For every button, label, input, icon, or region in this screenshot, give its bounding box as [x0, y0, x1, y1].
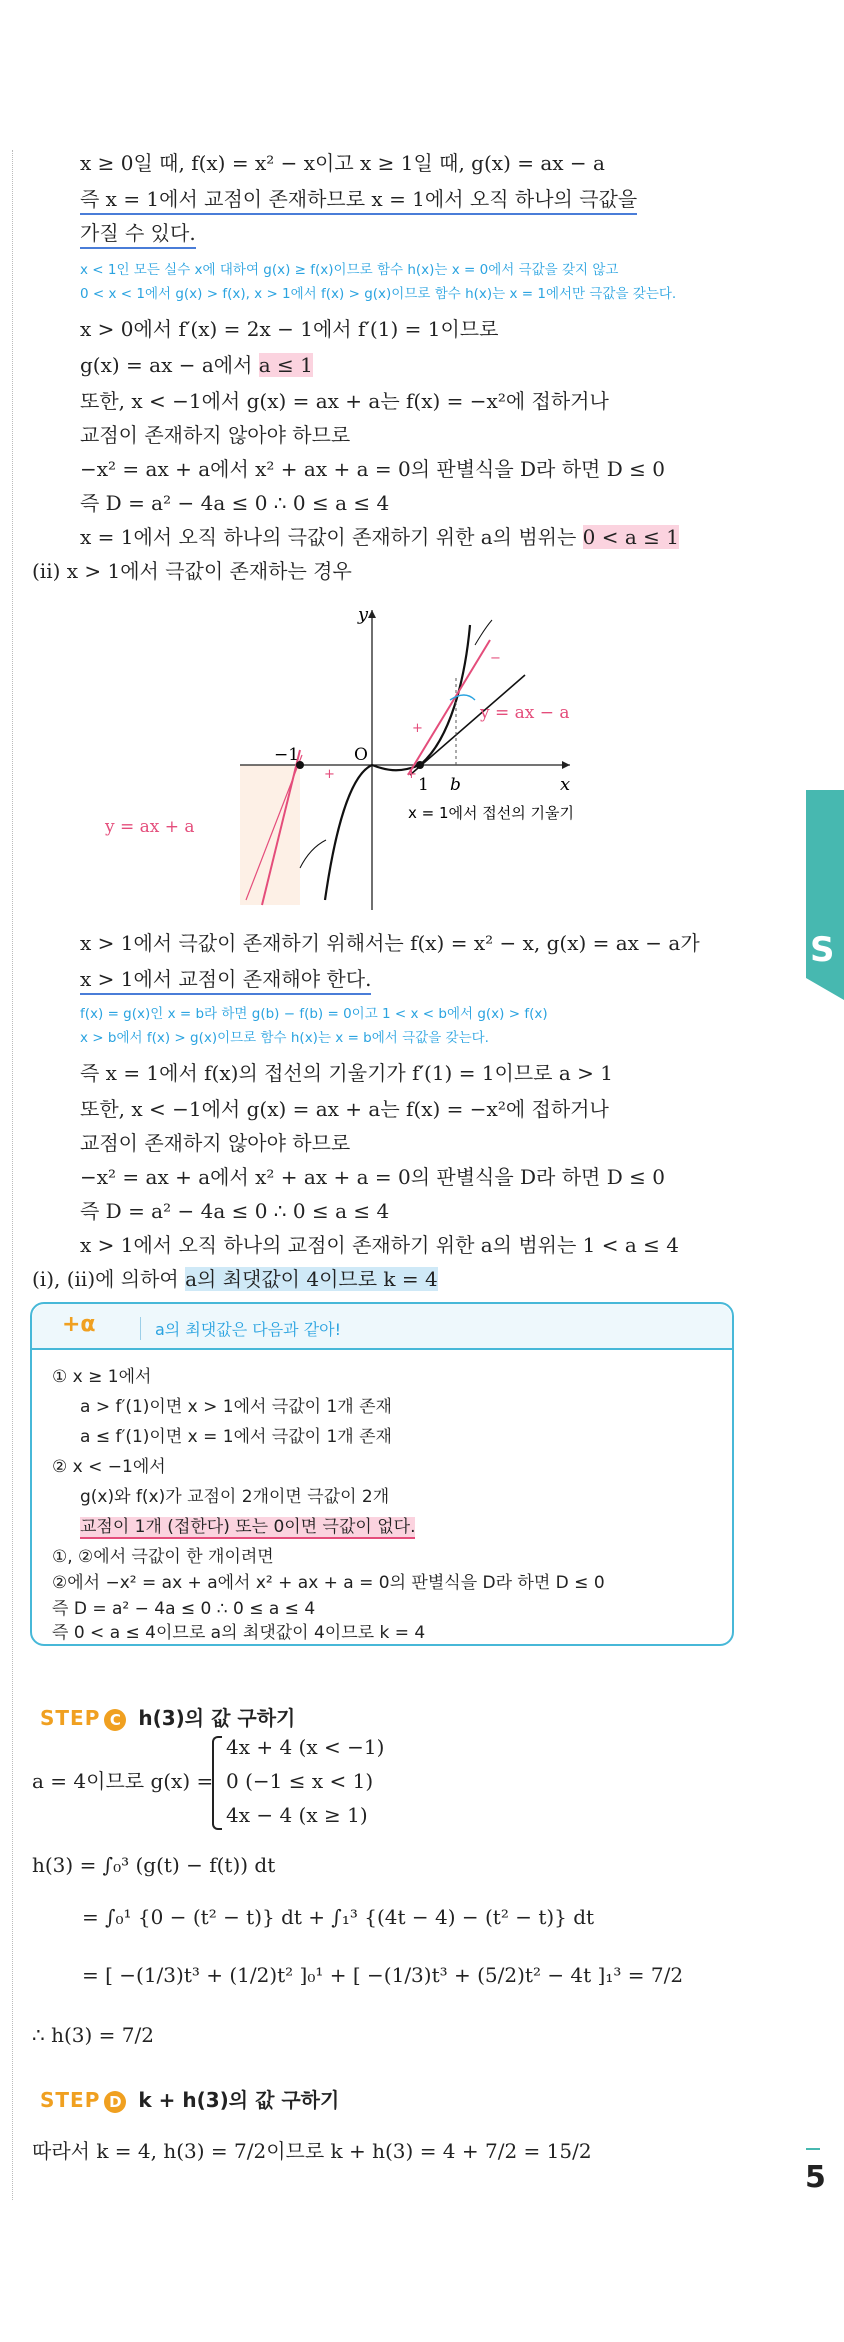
step-tag: STEP [40, 2088, 101, 2112]
box-line-4: ② x < −1에서 [52, 1457, 166, 1477]
body-line-7: 교점이 존재하지 않아야 하므로 [80, 423, 351, 447]
box-line-5: g(x)와 f(x)가 교점이 2개이면 극값이 2개 [80, 1487, 390, 1507]
underlined-text: 가질 수 있다. [80, 221, 196, 249]
box-line-8: ②에서 −x² = ax + a에서 x² + ax + a = 0의 판별식을 D라 하면 D ≤ 0 [52, 1573, 605, 1593]
piecewise-brace [212, 1736, 222, 1830]
h3-result: ∴ h(3) = 7/2 [32, 2023, 154, 2047]
curve-fx [325, 625, 470, 900]
underlined-text: 즉 x = 1에서 교점이 존재하므로 x = 1에서 오직 하나의 극값을 [80, 187, 637, 215]
piecewise-case-2: 0 (−1 ≤ x < 1) [226, 1769, 374, 1793]
blue-note-1: x < 1인 모든 실수 x에 대하여 g(x) ≥ f(x)이므로 함수 h(x)는 x = 0에서 극값을 갖지 않고 [80, 262, 619, 278]
blue-note-4: x > b에서 f(x) > g(x)이므로 함수 h(x)는 x = b에서 극값을 갖는다. [80, 1030, 489, 1046]
margin-guide [12, 150, 13, 2200]
case-ii-heading: (ii) x > 1에서 극값이 존재하는 경우 [32, 559, 352, 583]
step-d-heading [40, 2084, 339, 2113]
body-line-10 [80, 524, 679, 550]
piecewise-case-3: 4x − 4 (x ≥ 1) [226, 1803, 368, 1827]
figure-caption: x = 1에서 접선의 기울기 [408, 804, 574, 822]
side-tab-glyph: S [810, 930, 835, 970]
point-1 [416, 761, 424, 769]
sign-minus-1: − [490, 651, 501, 666]
plus-alpha-box [30, 1302, 734, 1646]
graph-figure [105, 600, 630, 920]
box-line-1: ① x ≥ 1에서 [52, 1367, 152, 1387]
highlight: 교점이 1개 (접한다) 또는 0이면 극값이 없다. [80, 1517, 416, 1537]
sign-plus-3: + [406, 767, 417, 782]
body-line-2 [80, 186, 637, 212]
step-title: k + h(3)의 값 구하기 [138, 2088, 340, 2112]
x-axis-arrow [562, 761, 570, 769]
plus-alpha-logo: +α [62, 1312, 96, 1337]
body-line-9: 즉 D = a² − 4a ≤ 0 ∴ 0 ≤ a ≤ 4 [80, 491, 390, 515]
body-line-4: x > 0에서 f′(x) = 2x − 1에서 f′(1) = 1이므로 [80, 317, 499, 341]
x-axis-label: x [560, 774, 571, 795]
blue-note-2: 0 < x < 1에서 g(x) > f(x), x > 1에서 f(x) > g(x)이므로 함수 h(x)는 x = 1에서만 극값을 갖는다. [80, 286, 677, 302]
step-letter: C [104, 1709, 126, 1731]
body-line-8: −x² = ax + a에서 x² + ax + a = 0의 판별식을 D라 하면 D ≤ 0 [80, 457, 665, 481]
page-number: 5 [805, 2160, 826, 2195]
body-line-5 [80, 352, 313, 378]
piecewise-lhs: a = 4이므로 g(x) = [32, 1769, 214, 1793]
origin-label: O [354, 745, 368, 765]
box-line-10: 즉 0 < a ≤ 4이므로 a의 최댓값이 4이므로 k = 4 [52, 1623, 426, 1643]
final-answer: 따라서 k = 4, h(3) = 7/2이므로 k + h(3) = 4 + 7/2 = 15/2 [32, 2139, 592, 2163]
box-line-6 [80, 1512, 415, 1537]
tick-minus1: −1 [274, 745, 300, 765]
label-g-left: y = ax + a [105, 817, 195, 837]
body-line-12: x > 1에서 극값이 존재하기 위해서는 f(x) = x² − x, g(x) = ax − a가 [80, 931, 700, 955]
body-line-6: 또한, x < −1에서 g(x) = ax + a는 f(x) = −x²에 접하거나 [80, 389, 609, 413]
tick-1: 1 [418, 775, 429, 795]
line-g-right [410, 675, 525, 775]
line-g-tangent [408, 640, 490, 775]
step-c-heading [40, 1702, 295, 1731]
body-line-15: 또한, x < −1에서 g(x) = ax + a는 f(x) = −x²에 접하거나 [80, 1097, 609, 1121]
step-title: h(3)의 값 구하기 [138, 1706, 296, 1730]
body-line-13 [80, 966, 371, 992]
box-line-9: 즉 D = a² − 4a ≤ 0 ∴ 0 ≤ a ≤ 4 [52, 1599, 316, 1619]
label-g-right: y = ax − a [480, 703, 570, 723]
box-header-text: a의 최댓값은 다음과 같아! [140, 1317, 341, 1340]
h3-evaluation: = [ −(1/3)t³ + (1/2)t² ]₀¹ + [ −(1/3)t³ + (5/2)t² − 4t ]₁³ = 7/2 [82, 1963, 684, 1987]
text: (i), (ii)에 의하여 [32, 1267, 186, 1291]
body-line-16: 교점이 존재하지 않아야 하므로 [80, 1131, 351, 1155]
body-line-18: 즉 D = a² − 4a ≤ 0 ∴ 0 ≤ a ≤ 4 [80, 1199, 390, 1223]
h3-definition: h(3) = ∫₀³ (g(t) − f(t)) dt [32, 1853, 276, 1877]
body-line-19: x > 1에서 오직 하나의 교점이 존재하기 위한 a의 범위는 1 < a ≤ 4 [80, 1233, 679, 1257]
text: g(x) = ax − a에서 [80, 353, 259, 377]
sign-plus-2: + [324, 767, 335, 782]
underlined-text: x > 1에서 교점이 존재해야 한다. [80, 967, 371, 995]
rotation-arrow-left [300, 840, 326, 868]
highlight: a의 최댓값이 4이므로 k = 4 [185, 1267, 438, 1291]
y-axis-arrow [368, 610, 376, 618]
body-line-14: 즉 x = 1에서 f(x)의 접선의 기울기가 f′(1) = 1이므로 a > 1 [80, 1061, 613, 1085]
text: x = 1에서 오직 하나의 극값이 존재하기 위한 a의 범위는 [80, 525, 583, 549]
body-line-17: −x² = ax + a에서 x² + ax + a = 0의 판별식을 D라 하면 D ≤ 0 [80, 1165, 665, 1189]
piecewise-case-1: 4x + 4 (x < −1) [226, 1735, 385, 1759]
box-header [32, 1304, 732, 1350]
conclusion-line [32, 1266, 438, 1292]
sign-plus-1: + [412, 721, 423, 736]
h3-integral-split: = ∫₀¹ {0 − (t² − t)} dt + ∫₁³ {(4t − 4) − (t² − t)} dt [82, 1905, 595, 1929]
y-axis-label: y [357, 604, 368, 625]
blue-note-3: f(x) = g(x)인 x = b라 하면 g(b) − f(b) = 0이고 1 < x < b에서 g(x) > f(x) [80, 1006, 548, 1022]
tick-b: b [450, 775, 461, 795]
highlight: 0 < a ≤ 1 [582, 525, 679, 549]
step-tag: STEP [40, 1706, 101, 1730]
body-line-1: x ≥ 0일 때, f(x) = x² − x이고 x ≥ 1일 때, g(x) = ax − a [80, 151, 605, 175]
box-line-7: ①, ②에서 극값이 한 개이려면 [52, 1547, 274, 1567]
box-line-2: a > f′(1)이면 x > 1에서 극값이 1개 존재 [80, 1397, 392, 1417]
box-line-3: a ≤ f′(1)이면 x = 1에서 극값이 1개 존재 [80, 1427, 392, 1447]
step-letter: D [104, 2091, 126, 2113]
highlight: a ≤ 1 [258, 353, 313, 377]
page-number-bar [806, 2148, 820, 2150]
body-line-3 [80, 220, 196, 246]
